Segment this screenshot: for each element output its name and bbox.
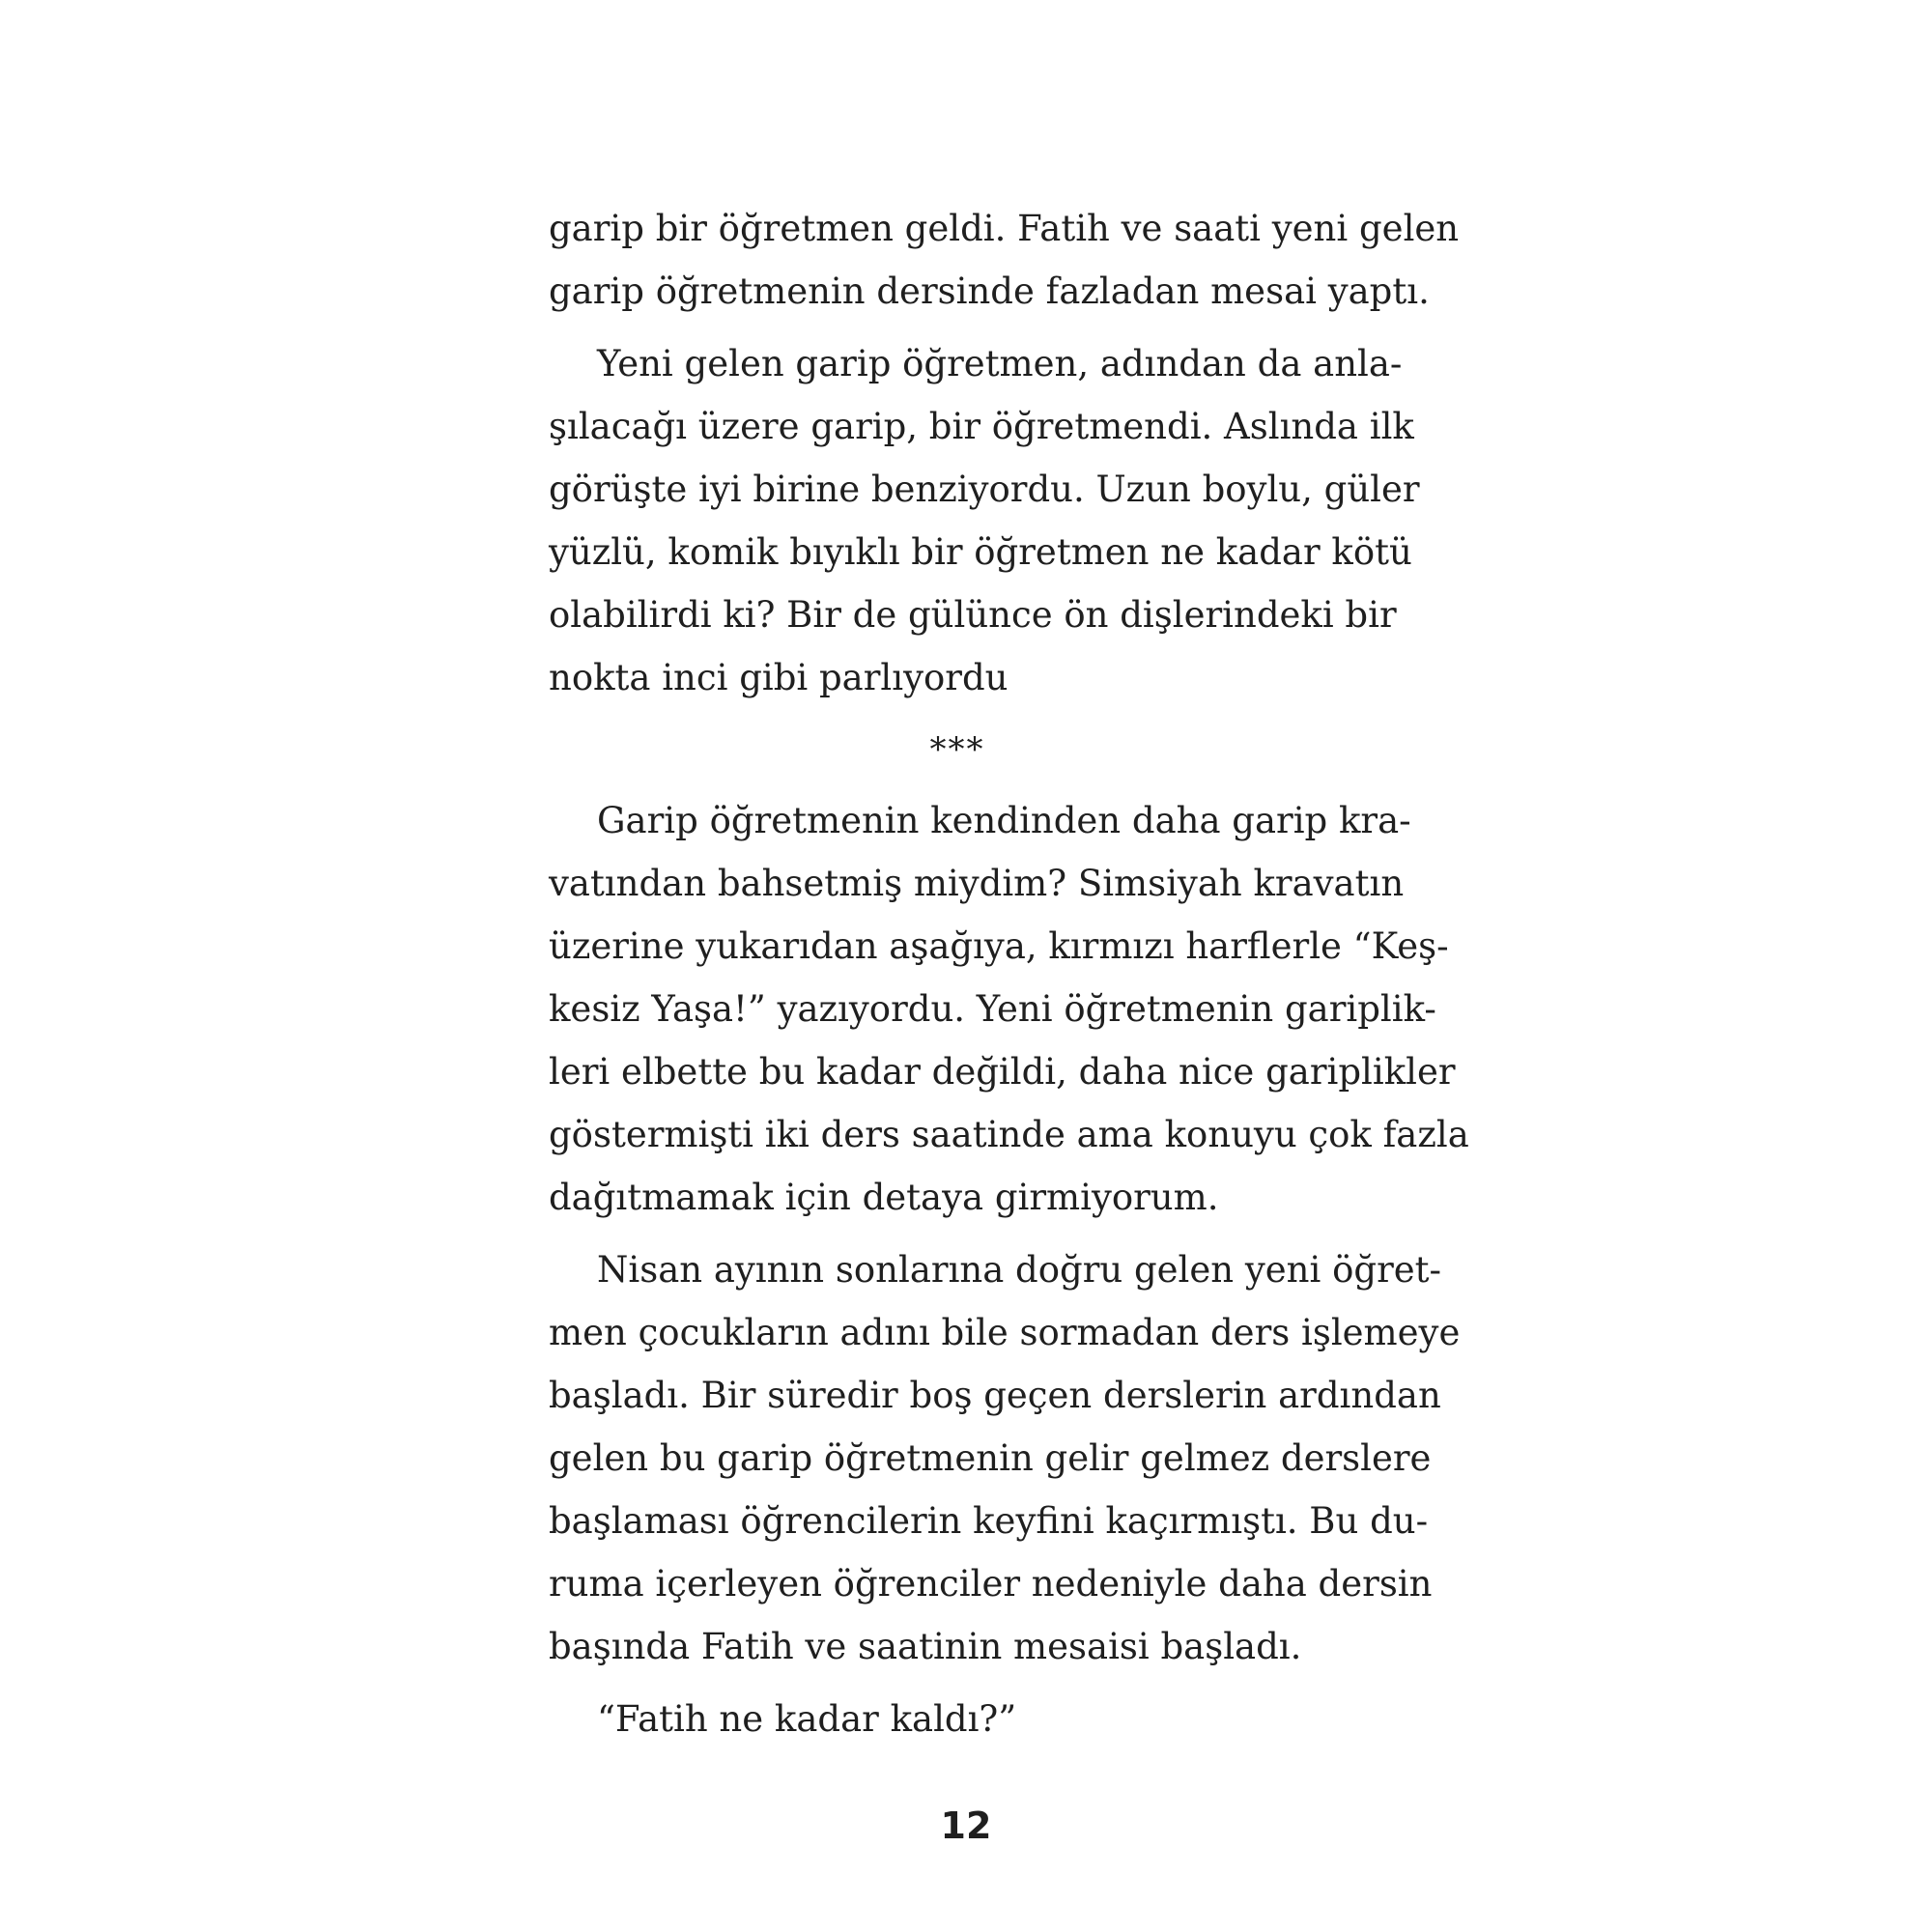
text-line: “Fatih ne kadar kaldı?” (597, 1698, 1017, 1740)
text-line: garip öğretmenin dersinde fazladan mesai yaptı. (549, 270, 1430, 312)
text-line: kesiz Yaşa!” yazıyordu. Yeni öğretmenin gariplik- (549, 988, 1436, 1030)
text-line: nokta inci gibi parlıyordu (549, 657, 1009, 698)
paragraph (549, 1238, 1461, 1678)
text-line: Nisan ayının sonlarına doğru gelen yeni öğret- (597, 1249, 1442, 1291)
text-line: başlaması öğrencilerin keyfini kaçırmıştı. Bu du- (549, 1500, 1429, 1542)
text-line: men çocukların adını bile sormadan ders işlemeye (549, 1312, 1461, 1353)
text-line: olabilirdi ki? Bir de gülünce ön dişlerindeki bir (549, 594, 1397, 636)
text-line: yüzlü, komik bıyıklı bir öğretmen ne kadar kötü (549, 531, 1412, 573)
text-line: başladı. Bir süredir boş geçen derslerin ardından (549, 1375, 1441, 1416)
paragraph (549, 789, 1469, 1229)
paragraph (549, 332, 1420, 709)
text-line: göstermişti iki ders saatinde ama konuyu çok fazla (549, 1114, 1469, 1155)
text-line: leri elbette bu kadar değildi, daha nice gariplikler (549, 1051, 1456, 1093)
text-line: görüşte iyi birine benziyordu. Uzun boylu, güler (549, 469, 1420, 510)
text-line: şılacağı üzere garip, bir öğretmendi. Aslında ilk (549, 406, 1414, 447)
text-line: üzerine yukarıdan aşağıya, kırmızı harflerle “Keş- (549, 925, 1449, 967)
text-line: vatından bahsetmiş miydim? Simsiyah kravatın (549, 863, 1405, 904)
paragraph (549, 1688, 1366, 1750)
section-separator: *** (929, 730, 985, 769)
text-line: Yeni gelen garip öğretmen, adından da anla- (597, 343, 1403, 384)
body-text (549, 197, 1469, 1760)
text-line: gelen bu garip öğretmenin gelir gelmez derslere (549, 1437, 1432, 1479)
page-number: 12 (940, 1804, 992, 1847)
text-line: başında Fatih ve saatinin mesaisi başladı. (549, 1626, 1302, 1667)
text-line: dağıtmamak için detaya girmiyorum. (549, 1177, 1219, 1218)
text-line: Garip öğretmenin kendinden daha garip kra- (597, 800, 1411, 841)
text-line: garip bir öğretmen geldi. Fatih ve saati yeni gelen (549, 208, 1460, 249)
paragraph (549, 197, 1460, 323)
text-line: ruma içerleyen öğrenciler nedeniyle daha dersin (549, 1563, 1433, 1605)
